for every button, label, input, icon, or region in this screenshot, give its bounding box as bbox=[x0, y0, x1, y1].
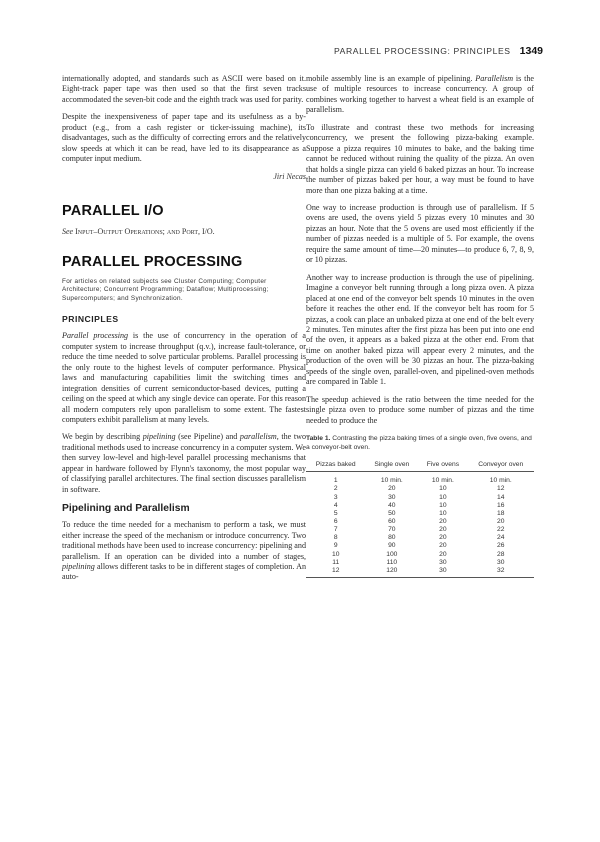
intro-paragraph-2: Despite the inexpensiveness of paper tape and its usefulness as a by-product (e.g., from a cash register or ticker-issuing machine), its disadvantages, such as the difficulty of correcting errors and the relatively slow speeds at which it can be read, have led to its disappearance as a computer input medium. bbox=[62, 112, 306, 164]
table-cell: 60 bbox=[388, 518, 396, 526]
table-cell: 32 bbox=[468, 567, 534, 578]
table-caption-label: Table 1. bbox=[306, 435, 331, 443]
table-row bbox=[306, 485, 534, 493]
see-references: Input–Output Operations; and Port, I/O. bbox=[75, 226, 215, 236]
table-cell: 30 bbox=[418, 567, 467, 578]
principles-heading: PRINCIPLES bbox=[62, 314, 119, 325]
table-cell: 10 bbox=[331, 550, 340, 558]
term-parallelism: parallelism bbox=[239, 432, 277, 442]
table-cell: 10 min. bbox=[380, 477, 403, 485]
term-pipelining-2: pipelining bbox=[62, 562, 95, 572]
table-cell: 10 min. bbox=[431, 477, 454, 485]
table-cell: 16 bbox=[497, 501, 505, 509]
table-cell: 30 bbox=[497, 558, 505, 566]
right-paragraph-5: The speedup achieved is the ratio between the time needed for the single pizza oven to produce some number of pizzas and the time needed to produce the bbox=[306, 394, 534, 425]
table-cell: 80 bbox=[388, 534, 396, 542]
parallel-io-see-also bbox=[62, 227, 306, 236]
table-cell: 10 min. bbox=[489, 477, 512, 485]
parallel-io-title: PARALLEL I/O bbox=[62, 202, 164, 219]
related-subjects-crossref: For articles on related subjects see Cluster Computing; Computer Architecture; Concurrent Programming; Dataflow; Multiprocessing; Supercomputers; and Synchronization. bbox=[62, 277, 269, 302]
term-parallel-processing: Parallel processing bbox=[62, 331, 129, 341]
table-row bbox=[306, 559, 534, 567]
term-pipelining: pipelining bbox=[142, 432, 176, 442]
intro-paragraph-1: internationally adopted, and standards such as ASCII were based on it. Eight-track paper tape was then used so that the first seven tracks accommodated the seven-bit code and the eighth track was used for parity. bbox=[62, 74, 306, 104]
table-header-row bbox=[306, 459, 534, 472]
table-body bbox=[306, 472, 534, 578]
table-column-header: Pizzas baked bbox=[306, 459, 365, 472]
table-cell: 70 bbox=[388, 526, 396, 534]
table-cell: 30 bbox=[439, 558, 447, 566]
table-cell: 100 bbox=[386, 550, 398, 558]
pipelining-paragraph bbox=[62, 520, 306, 583]
r1-part-a: mobile assembly line is an example of pipelining. bbox=[306, 74, 476, 83]
table-row bbox=[306, 567, 534, 578]
table-cell: 20 bbox=[388, 485, 396, 493]
table-cell: 12 bbox=[306, 567, 365, 578]
principles-paragraph-1-text: is the use of concurrency in the operation of a computer system to increase throughput (q.v.), increase fault-tolerance, or reduce the time needed to solve particular problems. Parallel processing is the only route to the highest levels of computer performance. Physical laws and manufacturing capabilities limit the switching times and integration densities of current semiconductor-based devices, putting a ceiling on the speed at which any single device can operate. For this reason all modern computers rely upon parallelism to some extent. The fastest computers exhibit parallelism at many levels. bbox=[62, 331, 306, 425]
table-cell: 20 bbox=[439, 550, 447, 558]
see-label: See bbox=[62, 226, 74, 236]
table-cell: 20 bbox=[439, 518, 447, 526]
table-cell: 90 bbox=[388, 542, 396, 550]
table-cell: 20 bbox=[497, 518, 505, 526]
table-cell: 11 bbox=[332, 558, 340, 566]
principles-paragraph-2 bbox=[62, 432, 306, 495]
table-cell: 24 bbox=[497, 534, 505, 542]
table-cell: 22 bbox=[497, 526, 505, 534]
r1-part-b: is the use of multiple resources to increase concurrency. A group of combines working together to harvest a wheat field is an example of parallelism. bbox=[306, 74, 534, 115]
right-column bbox=[306, 74, 534, 578]
table-row bbox=[306, 526, 534, 534]
table-cell: 20 bbox=[439, 526, 447, 534]
pizza-baking-table bbox=[306, 459, 534, 578]
table-cell: 28 bbox=[497, 550, 505, 558]
author-signature: Jiri Necas bbox=[273, 171, 306, 181]
p3-part-a: To reduce the time needed for a mechanism to perform a task, we must either increase the speed of the mechanism or introduce concurrency. Two traditional methods have been used to increase concurrency: pipelining and parallelism. If an operation can be divided into a number of stages, bbox=[62, 520, 306, 561]
right-paragraph-2: To illustrate and contrast these two methods for increasing concurrency, we present the following pizza-baking example. Suppose a pizza requires 10 minutes to bake, and the baking time cannot be reduced without ruining the quality of the pizza. An oven that holds a single pizza can yield 6 baked pizzas an hour. To increase the number of pizzas baked per hour, a way must be found to have more than one pizza baking at a time. bbox=[306, 122, 534, 195]
table-cell: 10 bbox=[439, 509, 447, 517]
table-caption-text: Contrasting the pizza baking times of a single oven, five ovens, and a conveyor-belt oven. bbox=[306, 435, 532, 451]
parallel-processing-title: PARALLEL PROCESSING bbox=[62, 253, 243, 270]
table-cell: 14 bbox=[497, 493, 505, 501]
table-row bbox=[306, 534, 534, 542]
principles-paragraph-1 bbox=[62, 331, 306, 425]
table-cell: 20 bbox=[439, 534, 447, 542]
page-number: 1349 bbox=[519, 45, 543, 57]
table-cell: 110 bbox=[386, 558, 398, 566]
table-cell: 6 bbox=[333, 518, 338, 526]
table-cell: 8 bbox=[333, 534, 338, 542]
table-cell: 26 bbox=[497, 542, 505, 550]
right-paragraph-4: Another way to increase production is through the use of pipelining. Imagine a conveyor belt running through a long pizza oven. A pizza placed at one end of the conveyor belt spends 10 minutes in the oven before it reaches the other end. If the conveyor belt has room for 5 pizzas, a cook can place an unbaked pizza at one end of the belt every 2 minutes. Ten minutes after the first pizza has been put into one end of the oven, it appears as a baked pizza at the other end. From that time on another baked pizza will appear every 2 minutes, and the production of the oven will be 30 pizzas an hour. The pizza-baking speeds of the single oven, parallel-oven, and pipelined-oven methods are compared in Table 1. bbox=[306, 272, 534, 387]
left-column bbox=[62, 74, 306, 590]
right-paragraph-1 bbox=[306, 74, 534, 116]
right-paragraph-3: One way to increase production is through use of parallelism. If 5 ovens are used, the ovens yield 5 pizzas every 10 minutes and 30 pizzas an hour. Note that the 5 ovens are used most efficiently if the number of pizzas needed is a multiple of 5. For example, the ovens require the same amount of time—20 minutes—to produce 6, 7, 8, 9, or 10 pizzas. bbox=[306, 202, 534, 265]
table-row bbox=[306, 502, 534, 510]
table-cell: 7 bbox=[333, 526, 338, 534]
table-cell: 2 bbox=[333, 485, 338, 493]
table-row bbox=[306, 551, 534, 559]
table-cell: 10 bbox=[439, 493, 447, 501]
table-cell: 50 bbox=[388, 509, 396, 517]
pipelining-parallelism-subheading: Pipelining and Parallelism bbox=[62, 503, 190, 515]
table-row bbox=[306, 518, 534, 526]
p2-part-b: (see Pipeline) and bbox=[175, 432, 240, 442]
table-row bbox=[306, 472, 534, 486]
table-cell: 9 bbox=[333, 542, 338, 550]
running-title: PARALLEL PROCESSING: PRINCIPLES bbox=[333, 46, 511, 56]
table-cell: 5 bbox=[333, 509, 338, 517]
table-column-header: Five ovens bbox=[418, 459, 467, 472]
table-cell: 4 bbox=[333, 501, 338, 509]
term-parallelism-def: Parallelism bbox=[475, 74, 514, 83]
table-cell: 30 bbox=[388, 493, 396, 501]
table-row bbox=[306, 494, 534, 502]
p3-part-b: allows different tasks to be in different stages of completion. An auto- bbox=[62, 562, 306, 582]
table-cell: 120 bbox=[365, 567, 418, 578]
table-column-header: Single oven bbox=[365, 459, 418, 472]
p2-part-a: We begin by describing bbox=[62, 432, 143, 442]
p2-part-c: , the two traditional methods used to increase concurrency in a computer system. We then survey low-level and high-level parallel processing mechanisms that appear in hardware followed by Flynn's taxonomy, the most popular way of classifying parallel architectures. The final section discusses parallelism in software. bbox=[62, 432, 307, 494]
running-header bbox=[334, 45, 543, 57]
table-cell: 18 bbox=[497, 509, 505, 517]
table-row bbox=[306, 510, 534, 518]
table-cell: 20 bbox=[439, 542, 447, 550]
table-cell: 10 bbox=[439, 501, 447, 509]
table-cell: 40 bbox=[388, 501, 396, 509]
table-cell: 12 bbox=[497, 485, 505, 493]
table-caption bbox=[306, 435, 534, 452]
table-cell: 1 bbox=[333, 477, 338, 485]
table-column-header: Conveyor oven bbox=[468, 459, 534, 472]
table-cell: 3 bbox=[333, 493, 338, 501]
table-row bbox=[306, 542, 534, 550]
table-cell: 10 bbox=[439, 485, 447, 493]
